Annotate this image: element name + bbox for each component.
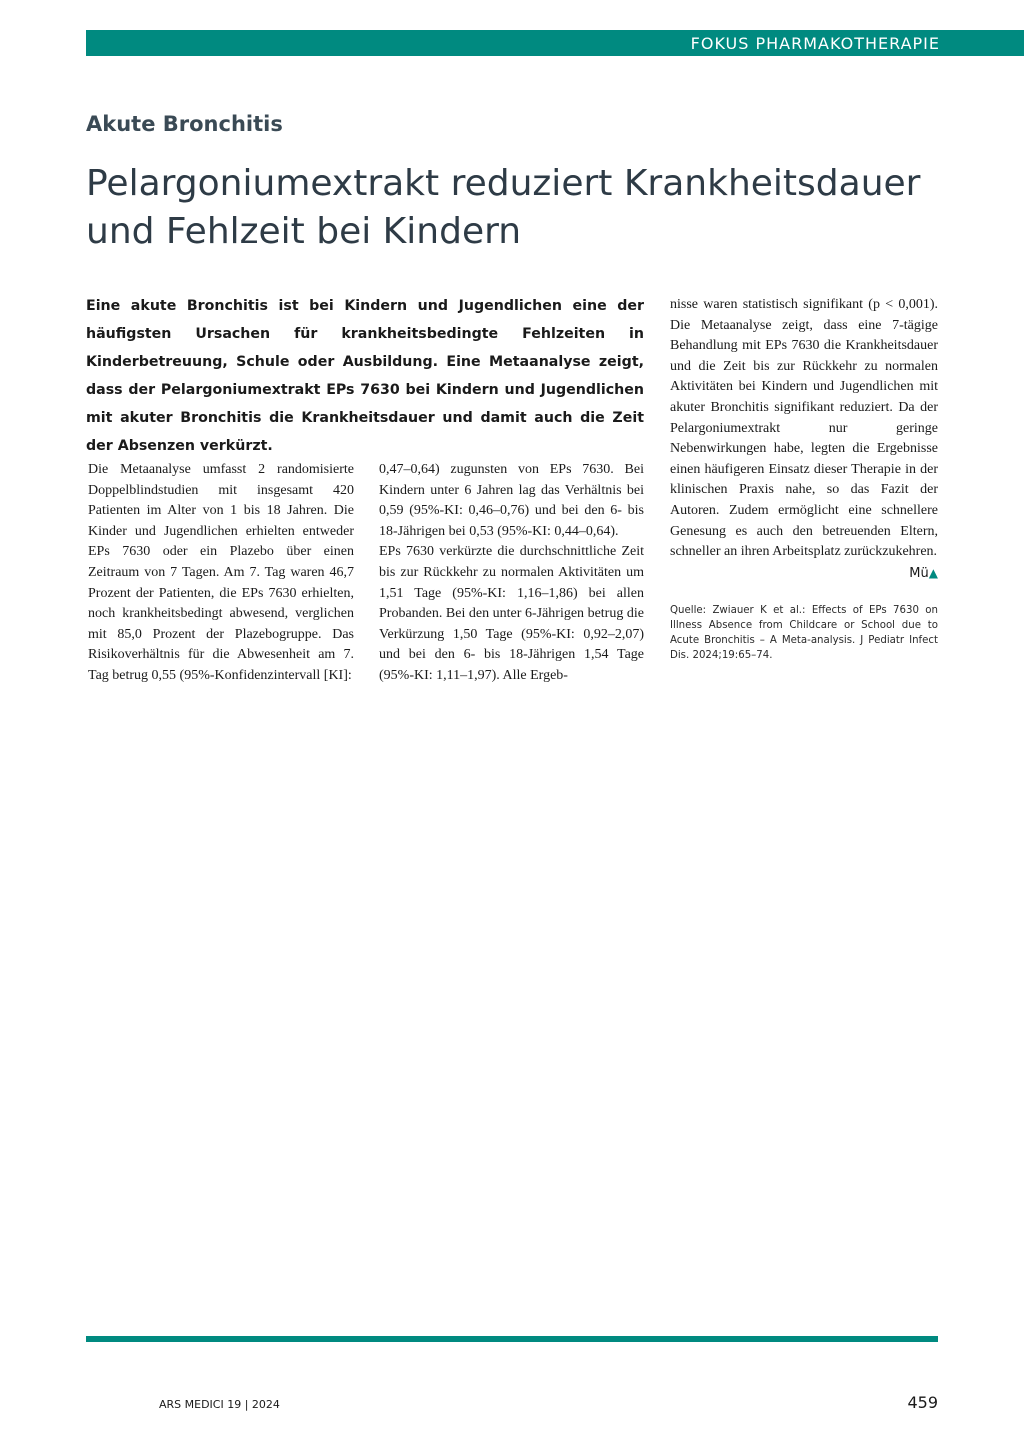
page-number: 459: [907, 1393, 938, 1412]
body-text: nisse waren statistisch signifikant (p < 0,001). Die Metaanalyse zeigt, dass eine 7-tägige Behandlung mit EPs 7630 die Krankheitsdauer und die Zeit bis zur Rückkehr zu normalen Aktivitäten bei Kindern und Jugendlichen mit akuter Bronchitis signifikant reduziert. Da der Pelargoniumextrakt nur geringe Nebenwirkungen habe, legten die Ergebnisse einen häufigeren Einsatz dieser Therapie in der klinischen Praxis nahe, so das Fazit der Autoren. Zudem ermöglicht eine schnellere Genesung es auch den betreuenden Eltern, schneller an ihren Arbeitsplatz zurückzukehren.: [670, 297, 938, 560]
article-title: Pelargoniumextrakt reduziert Krankheitsdauer und Fehlzeit bei Kindern: [86, 163, 921, 252]
body-paragraph: 0,47–0,64) zugunsten von EPs 7630. Bei Kindern unter 6 Jahren lag das Verhältnis bei 0,59 (95%-KI: 0,46–0,76) und bei den 6- bis 18-Jährigen bei 0,53 (95%-KI: 0,44–0,64).: [379, 462, 644, 539]
end-mark-triangle-icon: ▲: [928, 565, 938, 580]
section-label: FOKUS PHARMAKOTHERAPIE: [690, 34, 940, 53]
section-header-bar: [86, 30, 1024, 56]
article-kicker: Akute Bronchitis: [86, 112, 283, 136]
body-paragraph: Die Metaanalyse umfasst 2 randomisierte Doppelblindstudien mit insgesamt 420 Patienten im Alter von 1 bis 18 Jahren. Die Kinder und Jugendlichen erhielten entweder EPs 7630 oder ein Plazebo über einen Zeitraum von 7 Tagen. Am 7. Tag waren 46,7 Prozent der Patienten, die EPs 7630 erhielten, noch krankheitsbedingt abwesend, verglichen mit 85,0 Prozent der Plazebogruppe. Das Risikoverhältnis für die Abwesenheit am 7. Tag betrug 0,55 (95%-Konfidenzintervall [KI]:: [88, 462, 354, 683]
body-paragraph: EPs 7630 verkürzte die durchschnittliche Zeit bis zur Rückkehr zu normalen Aktivitäten um 1,51 Tage (95%-KI: 1,16–1,86) bei allen Probanden. Bei den unter 6-Jährigen betrug die Verkürzung 1,50 Tage (95%-KI: 0,92–2,07) und bei den 6- bis 18-Jährigen 1,54 Tage (95%-KI: 1,11–1,97). Alle Ergeb-: [379, 544, 644, 683]
article-lead: Eine akute Bronchitis ist bei Kindern und Jugendlichen eine der häufigsten Ursachen für krankheitsbedingte Fehlzeiten in Kinderbetreuung, Schule oder Ausbildung. Eine Metaanalyse zeigt, dass der Pelargoniumextrakt EPs 7630 bei Kindern und Jugendlichen mit akuter Bronchitis die Krankheitsdauer und damit auch die Zeit der Absenzen verkürzt.: [86, 298, 644, 454]
publication-info: ARS MEDICI 19 | 2024: [159, 1398, 280, 1411]
author-signature: [909, 563, 938, 585]
body-column-1: [88, 460, 354, 687]
author-initials: Mü: [909, 565, 929, 581]
body-column-2: [379, 460, 644, 687]
source-citation: Quelle: Zwiauer K et al.: Effects of EPs 7630 on Illness Absence from Childcare or School due to Acute Bronchitis – A Meta-analysis. J Pediatr Infect Dis. 2024;19:65–74.: [670, 605, 938, 661]
body-column-3: [670, 295, 938, 584]
footer-rule: [86, 1336, 938, 1342]
body-paragraph: [670, 295, 938, 581]
